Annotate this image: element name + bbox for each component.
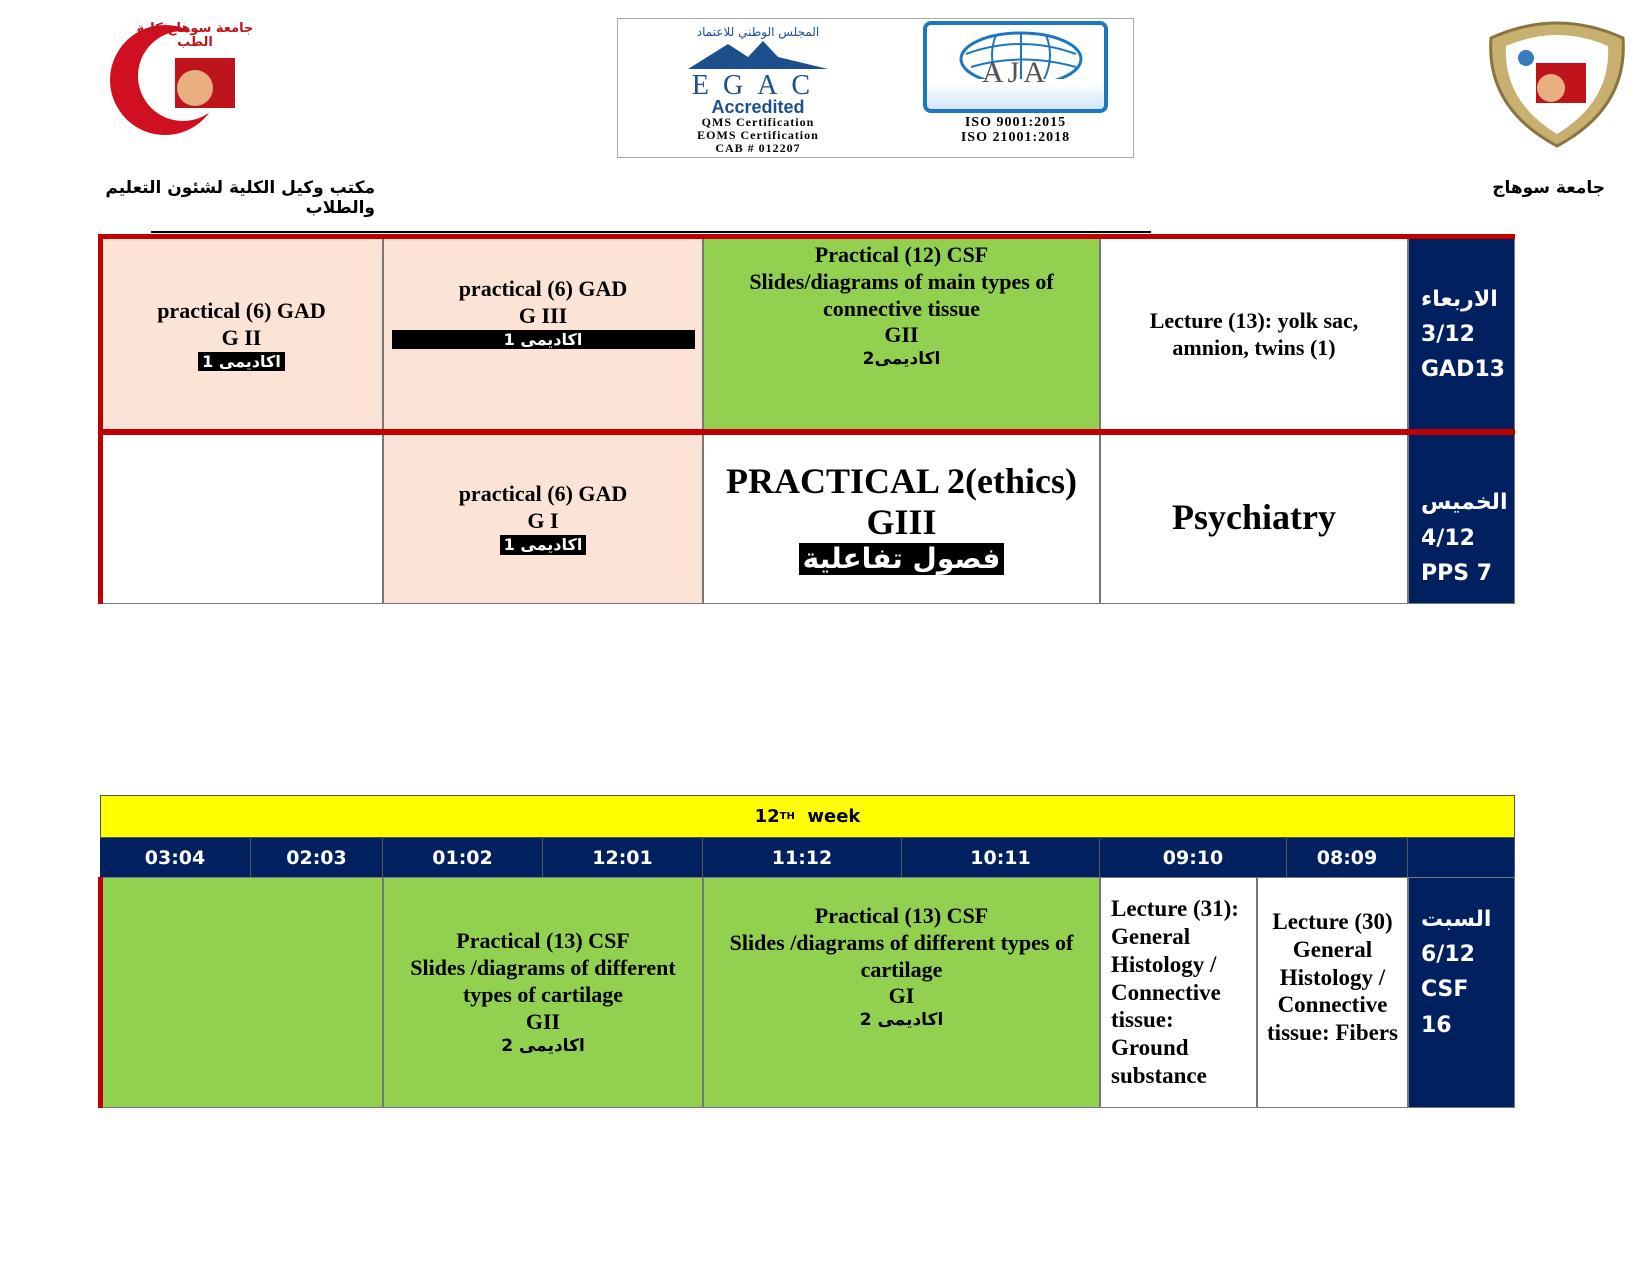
time-header: 03:04 xyxy=(100,838,251,877)
week-banner: 12 TH week xyxy=(100,795,1515,838)
red-border xyxy=(100,234,1515,239)
table-cell: practical (6) GAD G III اكاديمى 1 xyxy=(383,237,703,432)
table-cell-empty xyxy=(100,432,383,604)
group-tag: اكاديمى 1 xyxy=(392,330,695,350)
red-border xyxy=(98,234,103,604)
table-cell: Practical (12) CSF Slides/diagrams of main types of connective tissue GII اكاديمى2 xyxy=(703,237,1100,432)
table-cell: practical (6) GAD G I اكاديمى 1 xyxy=(383,432,703,604)
day-cell: الخميس 4/12 PPS 7 xyxy=(1408,432,1515,604)
aja-logo: AJA xyxy=(923,21,1108,113)
faculty-logo xyxy=(95,18,265,138)
table-cell-empty xyxy=(100,877,383,1108)
table-cell: Lecture (13): yolk sac, amnion, twins (1) xyxy=(1100,237,1408,432)
table-cell: Lecture (30) General Histology / Connective tissue: Fibers xyxy=(1257,877,1408,1108)
time-header: 10:11 xyxy=(902,838,1100,877)
table-cell: Practical (13) CSF Slides /diagrams of different types of cartilage GI اكاديمى 2 xyxy=(703,877,1100,1108)
time-header: 08:09 xyxy=(1287,838,1408,877)
office-title: مكتب وكيل الكلية لشئون التعليم والطلاب xyxy=(105,178,375,218)
university-title: جامعة سوهاج xyxy=(1492,178,1605,198)
mountain-icon xyxy=(688,39,828,69)
time-header: 01:02 xyxy=(383,838,543,877)
time-header: 11:12 xyxy=(703,838,902,877)
day-cell: السبت 6/12 CSF 16 xyxy=(1408,877,1515,1108)
time-header: 02:03 xyxy=(251,838,383,877)
group-tag: فصول تفاعلية xyxy=(799,543,1005,575)
table-cell: Practical (13) CSF Slides /diagrams of different types of cartilage GII اكاديمى 2 xyxy=(383,877,703,1108)
accreditation-box: المجلس الوطني للاعتماد EGAC Accredited QMS Certification EOMS Certification CAB # 012207 AJA ISO 9001:2015 ISO 21001:2018 xyxy=(617,18,1134,158)
time-header: 09:10 xyxy=(1100,838,1287,877)
time-header: 12:01 xyxy=(543,838,703,877)
group-tag: اكاديمى 1 xyxy=(500,535,587,555)
egac-logo: المجلس الوطني للاعتماد EGAC Accredited QMS Certification EOMS Certification CAB # 012207 xyxy=(638,25,878,155)
table-cell: PRACTICAL 2(ethics) GIII فصول تفاعلية xyxy=(703,432,1100,604)
day-cell: الاربعاء 3/12 GAD13 xyxy=(1408,237,1515,432)
group-tag: اكاديمى 1 xyxy=(198,352,285,372)
table-cell: practical (6) GAD G II اكاديمى 1 xyxy=(100,237,383,432)
header-rule xyxy=(151,231,1151,233)
red-border xyxy=(100,429,1515,435)
faculty-logo-text: جامعة سوهاج كلية الطب xyxy=(136,21,254,50)
table-cell: Lecture (31): General Histology / Connective tissue: Ground substance xyxy=(1100,877,1257,1108)
time-header-blank xyxy=(1408,838,1515,877)
red-border xyxy=(98,877,103,1108)
university-seal xyxy=(1481,18,1633,148)
table-cell: Psychiatry xyxy=(1100,432,1408,604)
